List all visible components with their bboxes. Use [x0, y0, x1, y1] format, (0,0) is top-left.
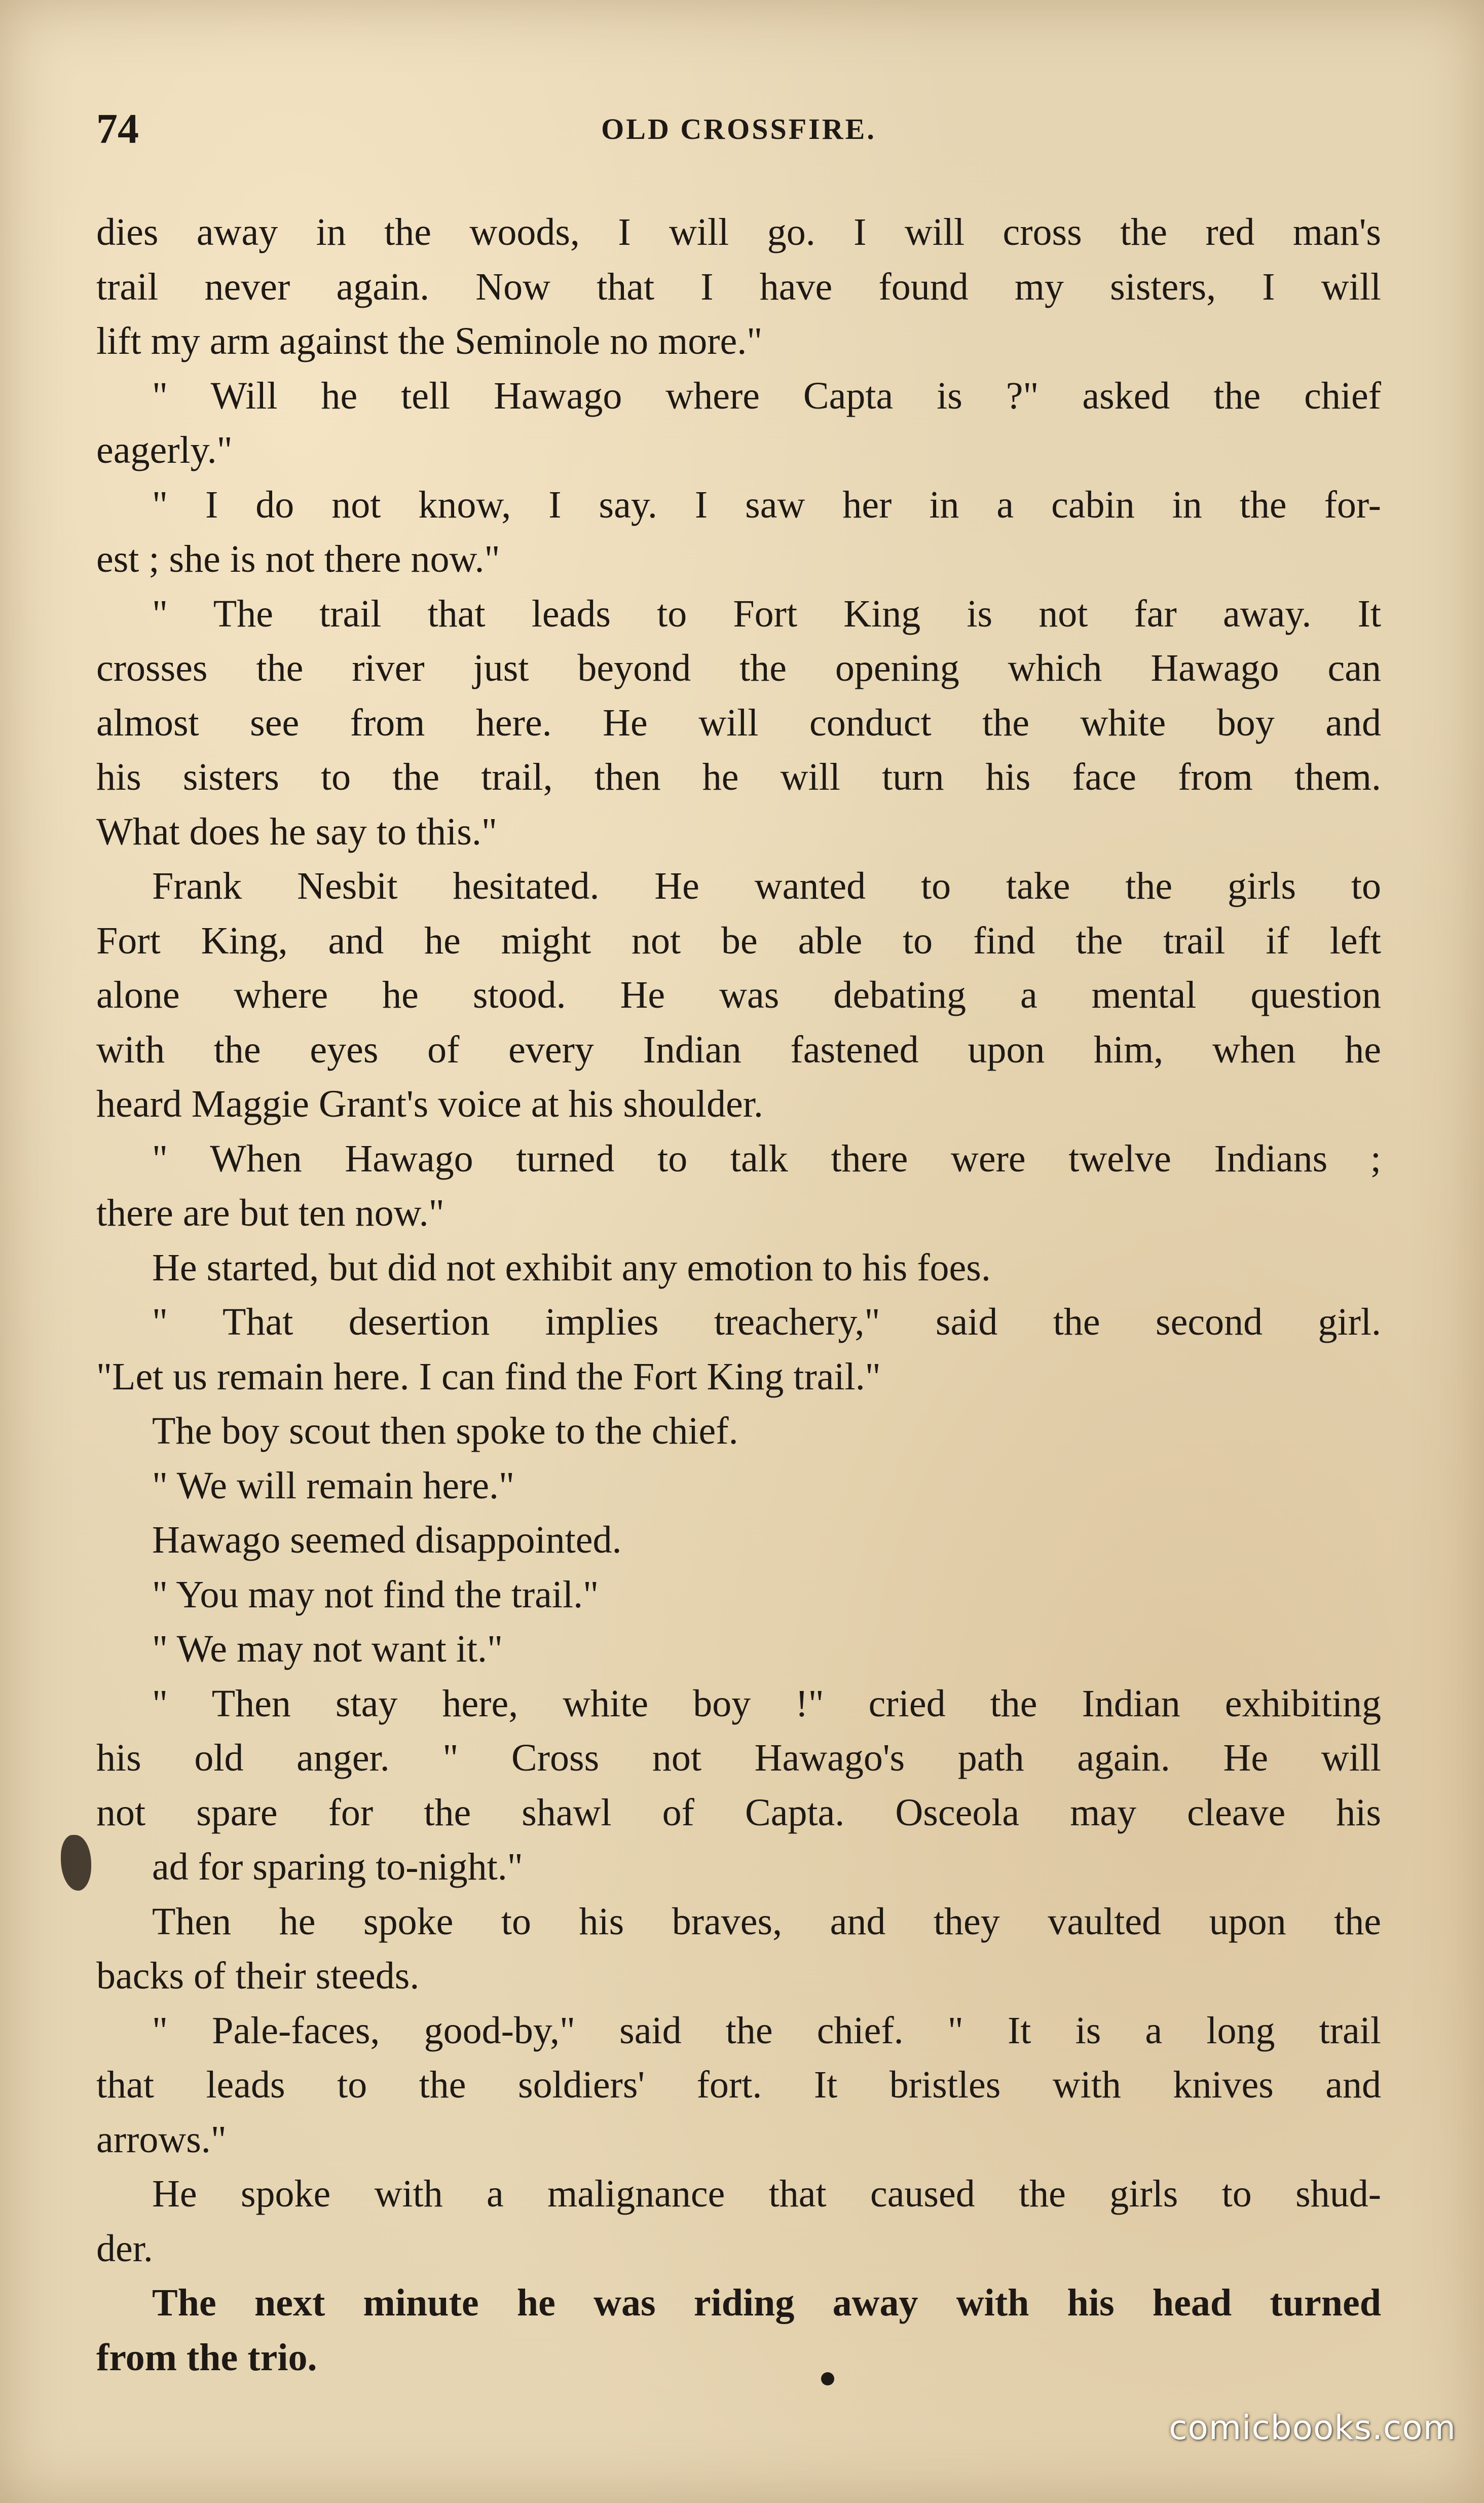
- body-text: [96, 205, 1381, 2385]
- text-line: est ; she is not there now.": [96, 538, 500, 580]
- text-line: " You may not find the trail.": [152, 1573, 599, 1616]
- text-line: Hawago seemed disappointed.: [152, 1519, 622, 1561]
- text-line: there are but ten now.": [96, 1192, 444, 1234]
- text-line: What does he say to this.": [96, 810, 497, 853]
- text-line: heard Maggie Grant's voice at his shoulder.: [96, 1083, 763, 1125]
- text-line: " That desertion implies treachery," said the second girl.: [152, 1301, 1381, 1343]
- text-line: lift my arm against the Seminole no more.": [96, 320, 763, 362]
- text-line: with the eyes of every Indian fastened upon him, when he: [96, 1028, 1381, 1071]
- text-line: " I do not know, I say. I saw her in a cabin in the for-: [152, 483, 1381, 526]
- page-number: 74: [96, 105, 139, 153]
- text-line: backs of their steeds.: [96, 1955, 420, 1997]
- text-line: " We will remain here.": [152, 1464, 515, 1507]
- text-line: from the trio.: [96, 2336, 317, 2379]
- text-line: " Then stay here, white boy !" cried the Indian exhibiting: [152, 1682, 1381, 1725]
- text-line: ad for sparing to-night.": [152, 1846, 523, 1888]
- text-line: not spare for the shawl of Capta. Osceola may cleave his: [96, 1791, 1381, 1834]
- watermark: comicbooks.com: [1169, 2408, 1456, 2447]
- end-ornament-dot: [821, 2372, 834, 2385]
- text-line: " Will he tell Hawago where Capta is ?" asked the chief: [152, 374, 1381, 417]
- text-line: " We may not want it.": [152, 1628, 503, 1670]
- text-line: The boy scout then spoke to the chief.: [152, 1410, 738, 1452]
- text-line: Frank Nesbit hesitated. He wanted to take the girls to: [152, 865, 1381, 907]
- text-line: " The trail that leads to Fort King is not far away. It: [152, 592, 1381, 635]
- ink-blot: [61, 1835, 91, 1891]
- text-line: alone where he stood. He was debating a mental question: [96, 974, 1381, 1016]
- text-line: that leads to the soldiers' fort. It bristles with knives and: [96, 2064, 1381, 2106]
- text-line: Fort King, and he might not be able to find the trail if left: [96, 919, 1381, 962]
- text-line: dies away in the woods, I will go. I will cross the red man's: [96, 211, 1381, 253]
- text-line: Then he spoke to his braves, and they vaulted upon the: [152, 1900, 1381, 1943]
- text-line: arrows.": [96, 2118, 227, 2161]
- text-line: He started, but did not exhibit any emotion to his foes.: [152, 1246, 991, 1289]
- text-line: He spoke with a malignance that caused the girls to shud-: [152, 2173, 1381, 2215]
- running-head: [96, 101, 1381, 157]
- book-title: OLD CROSSFIRE.: [601, 113, 876, 145]
- text-line: trail never again. Now that I have found my sisters, I will: [96, 265, 1381, 308]
- text-line: his sisters to the trail, then he will turn his face from them.: [96, 756, 1381, 798]
- text-line: The next minute he was riding away with his head turned: [152, 2281, 1381, 2324]
- text-line: " When Hawago turned to talk there were twelve Indians ;: [152, 1137, 1381, 1180]
- text-line: eagerly.": [96, 429, 233, 471]
- text-line: his old anger. " Cross not Hawago's path again. He will: [96, 1737, 1381, 1779]
- text-line: " Pale-faces, good-by," said the chief. " It is a long trail: [152, 2009, 1381, 2052]
- text-line: der.: [96, 2227, 153, 2270]
- text-line: almost see from here. He will conduct the white boy and: [96, 701, 1381, 744]
- text-line: crosses the river just beyond the opening which Hawago can: [96, 647, 1381, 689]
- text-line: "Let us remain here. I can find the Fort King trail.": [96, 1355, 881, 1398]
